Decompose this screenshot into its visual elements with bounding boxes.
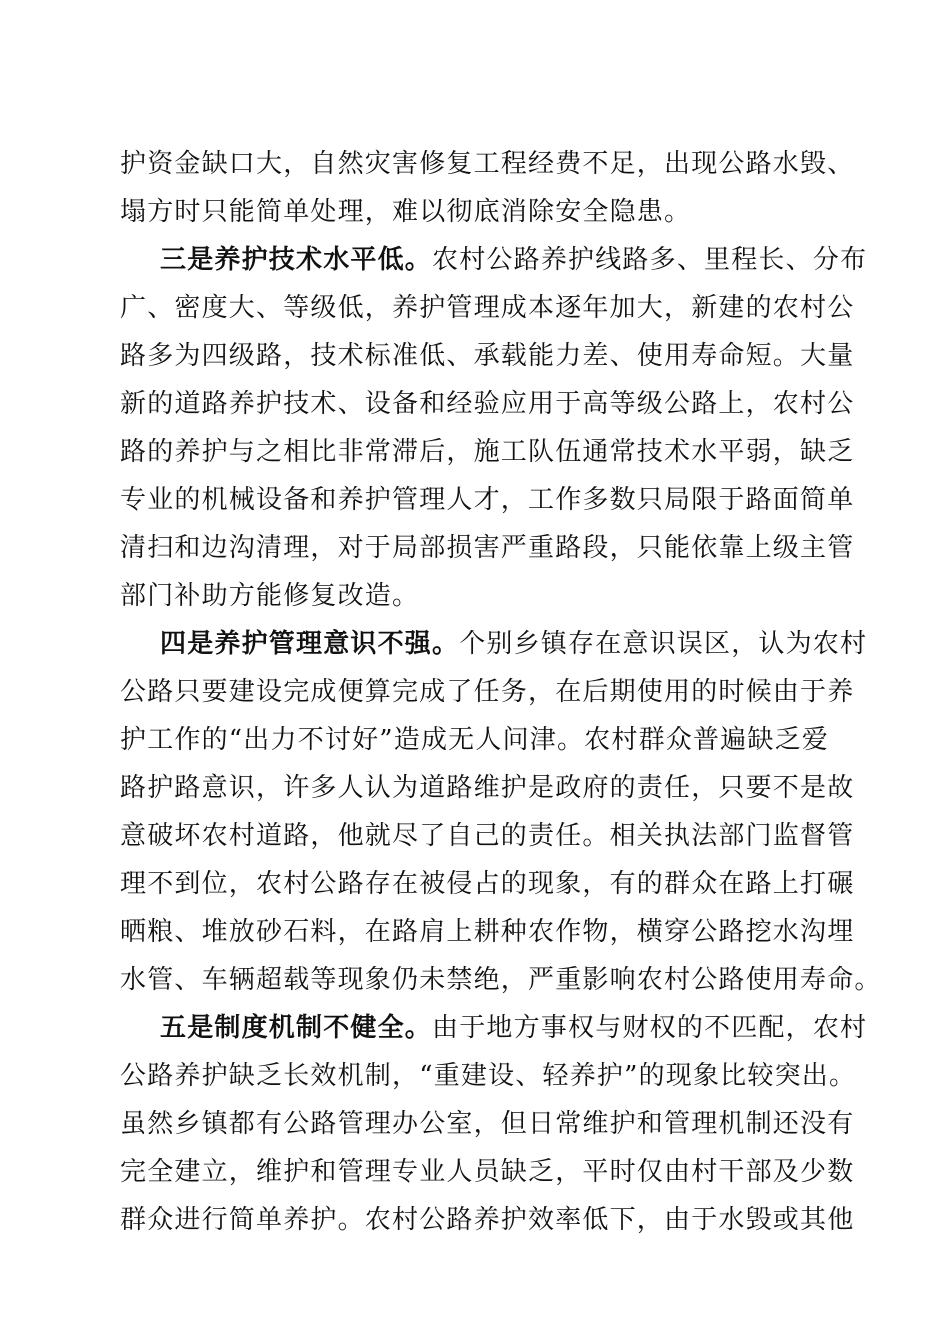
- line-text: 理不到位，农村公路存在被侵占的现象，有的群众在路上打碾: [120, 869, 855, 899]
- text-line: [120, 476, 855, 524]
- paragraph-start-line: [120, 236, 868, 284]
- line-text: 路护路意识，许多人认为道路维护是政府的责任，只要不是故: [120, 773, 855, 803]
- line-text: 晒粮、堆放砂石料，在路肩上耕种农作物，横穿公路挖水沟埋: [120, 917, 855, 947]
- text-line: [120, 956, 882, 1004]
- section-heading: 五是制度机制不健全。: [160, 1013, 433, 1043]
- document-body: [120, 140, 882, 1244]
- line-text: 虽然乡镇都有公路管理办公室，但日常维护和管理机制还没有: [120, 1109, 855, 1139]
- line-text: 广、密度大、等级低，养护管理成本逐年加大，新建的农村公: [120, 293, 855, 323]
- line-text: 塌方时只能简单处理，难以彻底消除安全隐患。: [120, 197, 692, 227]
- text-line: [120, 812, 855, 860]
- text-line: [120, 1148, 855, 1196]
- text-line: [120, 716, 840, 764]
- line-text: 意破坏农村道路，他就尽了自己的责任。相关执法部门监督管: [120, 821, 855, 851]
- line-text: 专业的机械设备和养护管理人才，工作多数只局限于路面简单: [120, 485, 855, 515]
- paragraph-start-line: [120, 620, 868, 668]
- text-line: [120, 188, 840, 236]
- text-line: [120, 524, 855, 572]
- text-line: [120, 764, 855, 812]
- line-text: 路的养护与之相比非常滞后，施工队伍通常技术水平弱，缺乏: [120, 437, 855, 467]
- line-text: 新的道路养护技术、设备和经验应用于高等级公路上，农村公: [120, 389, 855, 419]
- line-text: 完全建立，维护和管理专业人员缺乏，平时仅由村干部及少数: [120, 1157, 855, 1187]
- line-text: 水管、车辆超载等现象仍未禁绝，严重影响农村公路使用寿命。: [120, 965, 882, 995]
- section-heading: 三是养护技术水平低。: [160, 245, 433, 275]
- line-text: 清扫和边沟清理，对于局部损害严重路段，只能依靠上级主管: [120, 533, 855, 563]
- line-text: 由于地方事权与财权的不匹配，农村: [432, 1013, 868, 1043]
- text-line: [120, 284, 855, 332]
- line-text: 路多为四级路，技术标准低、承载能力差、使用寿命短。大量: [120, 341, 855, 371]
- line-text: 护资金缺口大，自然灾害修复工程经费不足，出现公路水毁、: [120, 149, 855, 179]
- section-heading: 四是养护管理意识不强。: [160, 629, 460, 659]
- text-line: [120, 908, 855, 956]
- line-text: 公路只要建设完成便算完成了任务，在后期使用的时候由于养: [120, 677, 855, 707]
- text-line: [120, 332, 855, 380]
- text-line: [120, 1196, 855, 1244]
- text-line: [120, 572, 840, 620]
- paragraph-start-line: [120, 1004, 868, 1052]
- text-line: [120, 668, 855, 716]
- text-line: [120, 860, 855, 908]
- line-text: 农村公路养护线路多、里程长、分布: [432, 245, 868, 275]
- text-line: [120, 1100, 855, 1148]
- text-line: [120, 140, 855, 188]
- line-text: 部门补助方能修复改造。: [120, 581, 420, 611]
- line-text: 护工作的“出力不讨好”造成无人问津。农村群众普遍缺乏爱: [120, 725, 829, 755]
- line-text: 群众进行简单养护。农村公路养护效率低下，由于水毁或其他: [120, 1205, 855, 1235]
- line-text: 个别乡镇存在意识误区，认为农村: [459, 629, 868, 659]
- line-text: 公路养护缺乏长效机制，“重建设、轻养护”的现象比较突出。: [120, 1061, 857, 1091]
- text-line: [120, 428, 855, 476]
- text-line: [120, 380, 855, 428]
- text-line: [120, 1052, 857, 1100]
